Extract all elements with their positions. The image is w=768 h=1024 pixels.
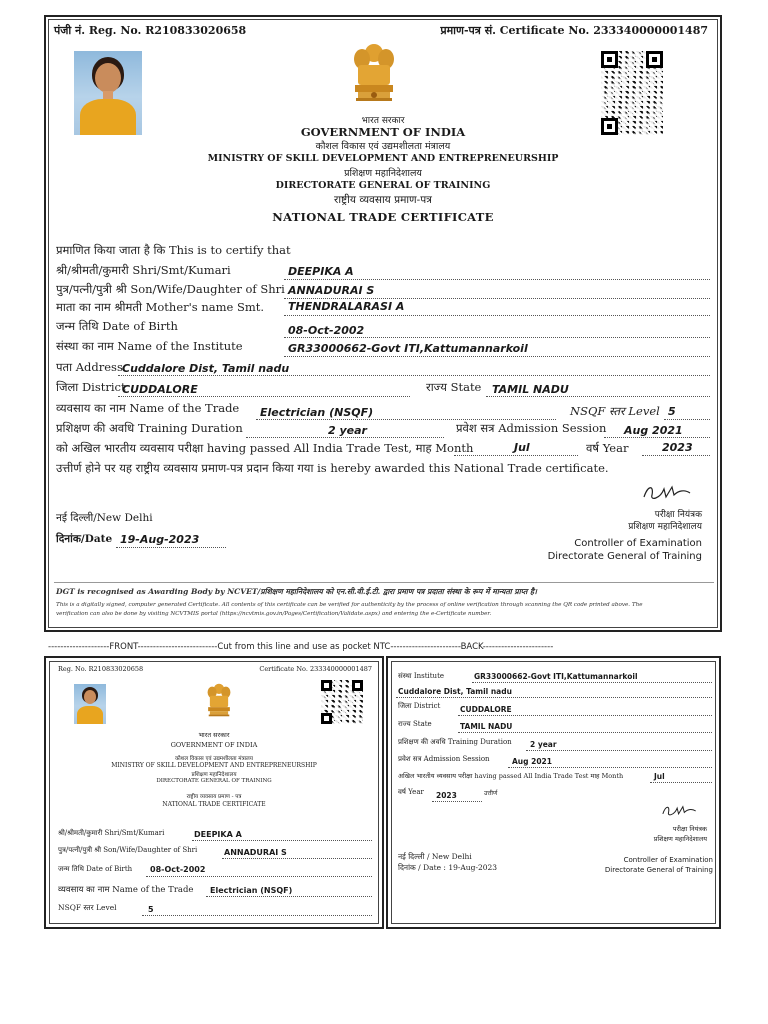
pocket-certificate-no: Certificate No. 233340000001487	[259, 665, 372, 673]
signatory-2: Directorate General of Training	[547, 551, 702, 562]
signatory-hindi-2: प्रशिक्षण महानिदेशालय	[628, 522, 702, 532]
pocket-qr-code	[321, 680, 363, 724]
trade-label: व्यवसाय का नाम Name of the Trade	[56, 401, 240, 415]
place: नई दिल्ली/New Delhi	[56, 512, 153, 524]
dob-value: 08-Oct-2002	[288, 324, 365, 337]
signature-icon	[640, 481, 696, 505]
qr-code	[601, 51, 663, 135]
exam-label: को अखिल भारतीय व्यवसाय परीक्षा having passed All India Trade Test, माह Month	[56, 441, 474, 455]
pocket-emblem-caption: भारत सरकार	[198, 731, 230, 739]
pocket-institute-value: GR33000662-Govt ITI,Kattumannarkoil	[474, 672, 638, 681]
pocket-signatory-hindi-1: परीक्षा नियंत्रक	[672, 825, 707, 833]
pocket-year-label: वर्ष Year	[398, 788, 424, 796]
mother-value: THENDRALARASI A	[288, 300, 405, 313]
certify-text: प्रमाणित किया जाता है कि This is to certify that	[56, 243, 291, 257]
mother-label: माता का नाम श्रीमती Mother's name Smt.	[56, 300, 265, 314]
session-label: प्रवेश सत्र Admission Session	[456, 421, 607, 435]
pocket-year-value: 2023	[436, 791, 457, 800]
signatory-hindi-1: परीक्षा नियंत्रक	[654, 510, 702, 520]
ntc-title: NATIONAL TRADE CERTIFICATE	[272, 210, 494, 224]
name-value: DEEPIKA A	[288, 265, 354, 278]
pocket-session-value: Aug 2021	[512, 757, 552, 766]
dob-label: जन्म तिथि Date of Birth	[56, 319, 178, 333]
pocket-trade-value: Electrician (NSQF)	[210, 886, 293, 895]
pocket-name-value: DEEPIKA A	[194, 830, 242, 839]
name-label: श्री/श्रीमती/कुमारी Shri/Smt/Kumari	[56, 263, 231, 277]
pocket-institute-label: संस्था Institute	[398, 672, 445, 680]
pocket-state-value: TAMIL NADU	[460, 722, 513, 731]
ntc-hindi: राष्ट्रीय व्यवसाय प्रमाण-पत्र	[334, 194, 432, 206]
pocket-govt-title: GOVERNMENT OF INDIA	[170, 741, 258, 749]
address-label: पता Address	[56, 360, 123, 374]
pocket-dob-value: 08-Oct-2002	[150, 865, 206, 874]
pocket-ntc-hindi: राष्ट्रीय व्यवसाय प्रमाण - पत्र	[186, 794, 242, 800]
pocket-signatory-1: Controller of Examination	[623, 856, 713, 864]
pocket-exam-label: अखिल भारतीय व्यवसाय परीक्षा having passed All India Trade Test माह Month	[398, 772, 624, 780]
pocket-district-label: जिला District	[398, 702, 441, 710]
govt-title: GOVERNMENT OF INDIA	[300, 125, 466, 139]
main-certificate	[44, 15, 722, 632]
pocket-nsqf-label: NSQF स्तर Level	[58, 903, 117, 912]
awarded-text: उत्तीर्ण होने पर यह राष्ट्रीय व्यवसाय प्रमाण-पत्र प्रदान किया गया is hereby awarded this National Trade certificate.	[56, 461, 609, 475]
pocket-dgt-hindi: प्रशिक्षण महानिदेशालय	[191, 772, 237, 778]
pocket-nsqf-value: 5	[148, 905, 154, 914]
pocket-ntc: NATIONAL TRADE CERTIFICATE	[162, 801, 266, 808]
dgt-title: DIRECTORATE GENERAL OF TRAINING	[275, 180, 491, 191]
pocket-ministry: MINISTRY OF SKILL DEVELOPMENT AND ENTREPRENEURSHIP	[111, 762, 317, 769]
date-label: दिनांक/Date	[56, 533, 113, 545]
pocket-exam-month: Jul	[654, 772, 665, 781]
dgt-hindi: प्रशिक्षण महानिदेशालय	[344, 168, 422, 179]
year-label: वर्ष Year	[586, 441, 629, 455]
trade-value: Electrician (NSQF)	[260, 406, 374, 419]
state-value: TAMIL NADU	[492, 383, 569, 396]
pocket-certificate-back	[386, 656, 721, 929]
pocket-trade-label: व्यवसाय का नाम Name of the Trade	[58, 885, 194, 895]
pocket-district-value: CUDDALORE	[460, 705, 512, 714]
emblem-caption: भारत सरकार	[361, 116, 405, 126]
father-value: ANNADURAI S	[288, 284, 375, 297]
pocket-certificate-front	[44, 656, 384, 929]
exam-month: Jul	[514, 441, 530, 454]
pocket-place: नई दिल्ली / New Delhi	[398, 852, 472, 861]
duration-value: 2 year	[328, 424, 367, 437]
national-emblem-icon	[348, 41, 400, 111]
pocket-session-label: प्रवेश सत्र Admission Session	[398, 755, 490, 763]
session-value: Aug 2021	[624, 424, 683, 437]
pocket-duration-label: प्रशिक्षण की अवधि Training Duration	[398, 738, 512, 746]
reg-no: पंजी नं. Reg. No. R210833020658	[54, 24, 247, 37]
note-2: This is a digitally signed, computer generated Certificate. All contents of this certificate can be verified for authenticity by the process of online verification through scanning the QR code printed above. The	[56, 602, 643, 608]
pocket-father-label: पुत्र/पत्नी/पुत्री श्री Son/Wife/Daughter of Shri	[58, 846, 198, 854]
ministry-hindi: कौशल विकास एवं उद्यमशीलता मंत्रालय	[315, 141, 451, 152]
note-3: verification can also be done by visiting NCVTMIS portal (https://ncvtmis.gov.in/Pages/Certification/Validate.aspx) and entering the e-Certificate number.	[56, 611, 492, 617]
duration-label: प्रशिक्षण की अवधि Training Duration	[56, 421, 243, 435]
pocket-emblem-icon	[204, 682, 234, 722]
nsqf-label: NSQF स्तर Level	[570, 404, 660, 418]
note-1: DGT is recognised as Awarding Body by NCVET/प्रशिक्षण महानिदेशालय को एन.सी.वी.ई.टी. द्वारा प्रमाण पत्र प्रदाता संस्था के रूप में मान्यता प्राप्त है।	[56, 587, 537, 596]
pocket-passed-hindi: उत्तीर्ण	[484, 790, 498, 797]
pocket-date: दिनांक / Date : 19-Aug-2023	[398, 863, 498, 872]
ministry-title: MINISTRY OF SKILL DEVELOPMENT AND ENTREPRENEURSHIP	[207, 153, 559, 164]
institute-value: GR33000662-Govt ITI,Kattumannarkoil	[288, 342, 528, 355]
signatory-1: Controller of Examination	[574, 538, 702, 549]
pocket-dgt: DIRECTORATE GENERAL OF TRAINING	[156, 778, 272, 784]
pocket-state-label: राज्य State	[398, 720, 432, 728]
cut-line: --------------------FRONT--------------------------Cut from this line and use as pocket NTC-----------------------BACK-----------------------	[48, 642, 554, 652]
pocket-ministry-hindi: कौशल विकास एवं उद्यमशीलता मंत्रालय	[175, 756, 253, 762]
pocket-signature-icon	[660, 802, 700, 820]
pocket-dob-label: जन्म तिथि Date of Birth	[58, 865, 133, 873]
pocket-name-label: श्री/श्रीमती/कुमारी Shri/Smt/Kumari	[58, 829, 165, 837]
pocket-address-value: Cuddalore Dist, Tamil nadu	[398, 687, 512, 696]
state-label: राज्य State	[426, 380, 482, 394]
institute-label: संस्था का नाम Name of the Institute	[56, 339, 243, 353]
nsqf-value: 5	[668, 405, 676, 418]
pocket-reg-no: Reg. No. R210833020658	[58, 665, 144, 673]
pocket-father-value: ANNADURAI S	[224, 848, 287, 857]
date-value: 19-Aug-2023	[120, 533, 200, 546]
district-value: CUDDALORE	[122, 383, 198, 396]
pocket-duration-value: 2 year	[530, 740, 557, 749]
pocket-signatory-2: Directorate General of Training	[604, 866, 713, 874]
year-value: 2023	[662, 441, 693, 454]
district-label: जिला District	[56, 380, 126, 394]
address-value: Cuddalore Dist, Tamil nadu	[122, 362, 290, 375]
pocket-candidate-photo	[74, 684, 106, 724]
pocket-signatory-hindi-2: प्रशिक्षण महानिदेशालय	[653, 835, 707, 843]
certificate-no: प्रमाण-पत्र सं. Certificate No. 233340000001487	[440, 24, 708, 37]
father-label: पुत्र/पत्नी/पुत्री श्री Son/Wife/Daughter of Shri	[56, 282, 285, 296]
